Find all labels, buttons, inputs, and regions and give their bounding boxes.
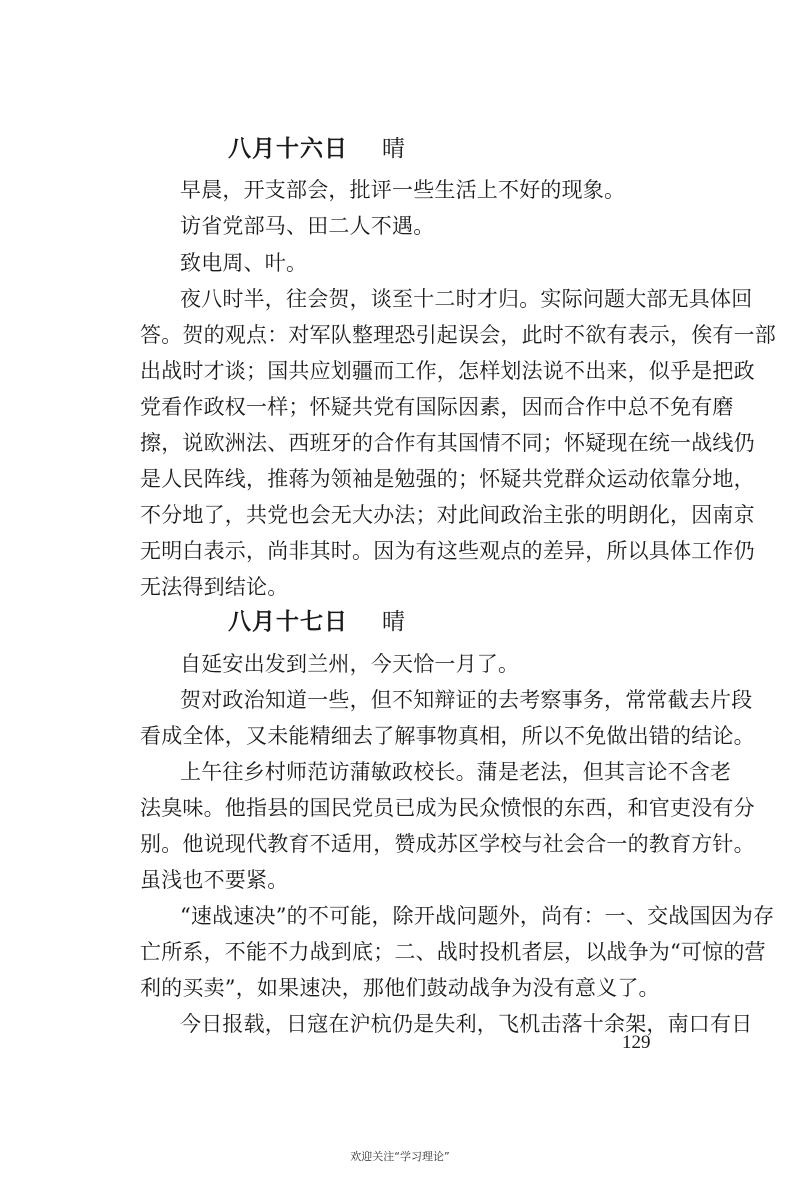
text-line: 无明白表示，尚非其时。因为有这些观点的差异，所以具体工作仍 [140,539,755,563]
text-line: 早晨，开支部会，批评一些生活上不好的现象。 [180,178,626,202]
entry-date-heading [228,603,406,636]
text-line: 是人民阵线，推蒋为领袖是勉强的；怀疑共党群众运动依靠分地， [140,467,755,491]
text-line: 上午往乡村师范访蒲敏政校长。蒲是老法，但其言论不含老 [180,760,732,784]
entry-date: 八月十七日 [228,608,348,635]
text-line: 别。他说现代教育不适用，赞成苏区学校与社会合一的教育方针。 [140,832,755,856]
text-line: 访省党部马、田二人不遇。 [180,214,435,238]
text-line: “速战速决”的不可能，除开战问题外，尚有：一、交战国因为存 [180,904,775,928]
text-line: 亡所系，不能不力战到底；二、战时投机者层，以战争为“可惊的营 [140,940,766,964]
text-line: 自延安出发到兰州，今天恰一月了。 [180,652,520,676]
entry-date-heading [228,130,406,163]
text-line: 法臭味。他指县的国民党员已成为民众愤恨的东西，和官吏没有分 [140,796,755,820]
text-line: 出战时才谈；国共应划疆而工作，怎样划法说不出来，似乎是把政 [140,359,755,383]
page-number: 129 [622,1032,651,1053]
footer-note: 欢迎关注“学习理论” [350,1150,450,1163]
text-line: 党看作政权一样；怀疑共党有国际因素，因而合作中总不免有磨 [140,395,734,419]
text-line: 擦，说欧洲法、西班牙的合作有其国情不同；怀疑现在统一战线仍 [140,431,755,455]
text-line: 夜八时半，往会贺，谈至十二时才归。实际问题大部无具体回 [180,287,753,311]
entry-weather: 晴 [382,609,406,635]
text-line: 致电周、叶。 [180,251,308,275]
entry-weather: 晴 [382,136,406,162]
text-line: 看成全体，又未能精细去了解事物真相，所以不免做出错的结论。 [140,724,755,748]
text-line: 今日报载，日寇在沪杭仍是失利，飞机击落十余架，南口有日 [180,1012,753,1036]
text-line: 贺对政治知道一些，但不知辩证的去考察事务，常常截去片段 [180,688,753,712]
text-line: 答。贺的观点：对军队整理恐引起误会，此时不欲有表示，俟有一部 [140,323,776,347]
entry-date: 八月十六日 [228,135,348,162]
text-line: 虽浅也不要紧。 [140,868,289,892]
text-line: 不分地了，共党也会无大办法；对此间政治主张的明朗化，因南京 [140,503,755,527]
text-line: 利的买卖”，如果速决，那他们鼓动战争为没有意义了。 [140,976,660,1000]
text-line: 无法得到结论。 [140,575,289,599]
